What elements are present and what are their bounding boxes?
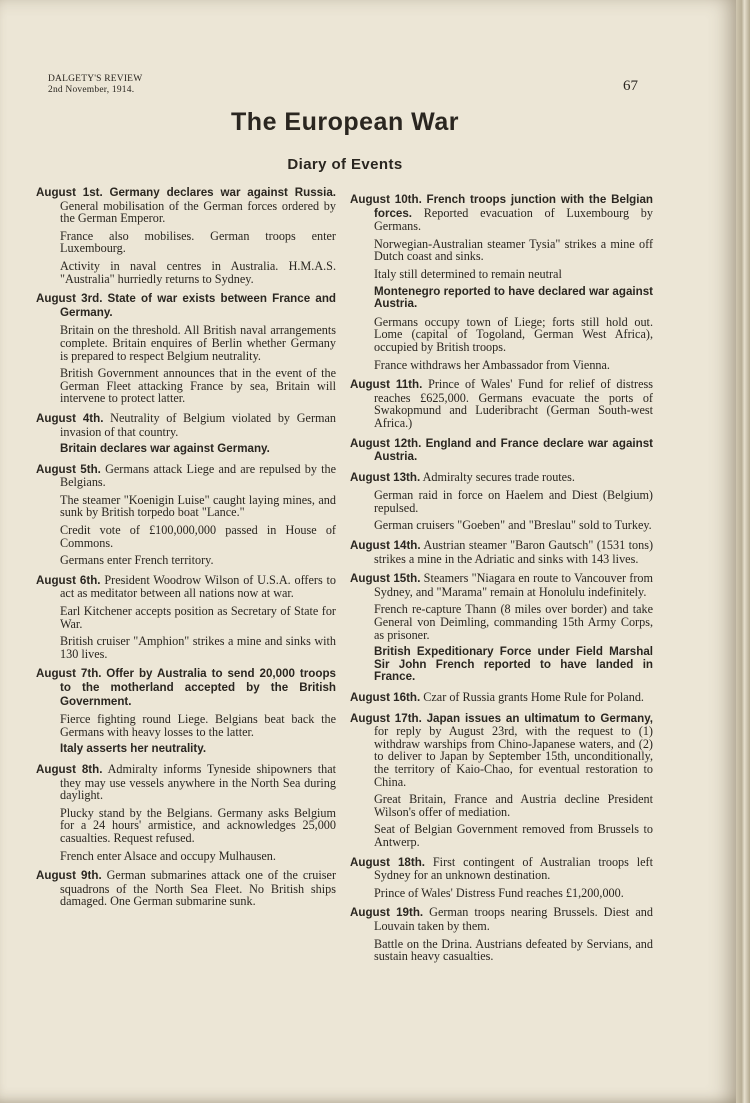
diary-entry <box>36 186 336 285</box>
entry-paragraph: Earl Kitchener accepts position as Secretary of State for War. <box>60 604 336 631</box>
entry-date: August 14th. <box>350 539 421 553</box>
diary-entry <box>350 437 653 464</box>
entry-headline: Japan issues an ultimatum to Germany, <box>426 711 653 725</box>
entry-paragraph: German cruisers "Goeben" and "Breslau" sold to Turkey. <box>374 518 652 533</box>
masthead-title: DALGETY'S REVIEW <box>48 74 143 84</box>
entry-lead <box>350 193 653 233</box>
entry-text: General mobilisation of the German forces ordered by the German Emperor. <box>60 198 336 226</box>
entry-text: First contingent of Australian troops left Sydney for an unknown destination. <box>374 854 653 883</box>
diary-entry <box>350 193 653 371</box>
page-subtitle: Diary of Events <box>287 156 403 173</box>
entry-lead <box>36 869 336 908</box>
masthead-date: 2nd November, 1914. <box>48 85 135 95</box>
entry-text: Prince of Wales' Fund for relief of distress reaches £625,000. Germans evacuate the ports of Swakopmund and Luderibracht (German South-west Africa.) <box>374 377 653 430</box>
left-column <box>36 186 336 915</box>
entry-headline: French troops junction with the Belgian forces. <box>374 193 653 220</box>
entry-bold-paragraph: Montenegro reported to have declared war against Austria. <box>374 284 653 311</box>
entry-paragraph: Activity in naval centres in Australia. H.M.A.S. "Australia" hurriedly returns to Sydney. <box>60 258 336 286</box>
entry-date: August 17th. <box>350 711 422 725</box>
entry-date: August 13th. <box>350 470 421 484</box>
entry-date: August 16th. <box>350 691 421 704</box>
entry-headline: Germany declares war against Russia. <box>109 186 336 199</box>
diary-entry <box>350 378 653 429</box>
diary-entry <box>350 539 653 565</box>
entry-bold-paragraph: Britain declares war against Germany. <box>60 442 270 456</box>
entry-date: August 15th. <box>350 572 421 586</box>
entry-lead <box>36 574 336 600</box>
page-edge <box>736 0 750 1103</box>
entry-text: German submarines attack one of the cruiser squadrons of the North Sea Fleet. No British ships damaged. One German submarine sunk. <box>60 868 336 909</box>
entry-date: August 4th. <box>36 411 104 425</box>
entry-paragraph: Credit vote of £100,000,000 passed in House of Commons. <box>60 523 336 550</box>
entry-paragraph: Norwegian-Australian steamer Tysia" strikes a mine off Dutch coast and sinks. <box>374 236 653 264</box>
entry-lead <box>350 378 653 429</box>
entry-date: August 10th. <box>350 193 422 206</box>
entry-paragraph: Italy still determined to remain neutral <box>374 266 562 281</box>
entry-date: August 18th. <box>350 855 426 869</box>
diary-entry <box>350 856 653 900</box>
entry-lead <box>36 412 336 438</box>
entry-paragraph: Fierce fighting round Liege. Belgians beat back the Germans with heavy losses to the latter. <box>60 712 336 739</box>
page-title: The European War <box>231 108 459 136</box>
entry-lead <box>350 691 653 705</box>
entry-date: August 1st. <box>36 186 103 199</box>
entry-text: Germans attack Liege and are repulsed by the Belgians. <box>60 461 337 490</box>
entry-text: Austrian steamer "Baron Gautsch" (1531 tons) strikes a mine in the Adriatic and sinks with 143 lives. <box>374 538 653 566</box>
entry-paragraph: Germans occupy town of Liege; forts still hold out. Lome (capital of Togoland, German West Africa), occupied by British troops. <box>374 314 653 354</box>
entry-lead <box>350 539 653 565</box>
entry-date: August 19th. <box>350 906 424 920</box>
entry-lead <box>36 463 336 489</box>
masthead <box>48 74 142 96</box>
entry-text: Neutrality of Belgium violated by German invasion of that country. <box>60 410 336 439</box>
entry-paragraph: British Government announces that in the event of the German Fleet attacking France by sea, Britain will intervene to protect latter. <box>60 366 336 406</box>
entry-lead <box>36 667 336 708</box>
diary-entry <box>36 574 336 661</box>
entry-date: August 9th. <box>36 869 102 883</box>
entry-lead <box>36 292 336 319</box>
entry-lead <box>36 763 336 802</box>
entry-paragraph: German raid in force on Haelem and Diest (Belgium) repulsed. <box>374 488 653 515</box>
entry-headline: State of war exists between France and Germany. <box>60 292 336 319</box>
entry-date: August 7th. <box>36 667 102 681</box>
entry-text: Admiralty informs Tyneside shipowners that they may use vessels anywhere in the North Sea during daylight. <box>60 761 337 803</box>
entry-text: German troops nearing Brussels. Diest and Louvain taken by them. <box>374 905 653 933</box>
entry-paragraph: Great Britain, France and Austria decline President Wilson's offer of mediation. <box>374 792 653 819</box>
entry-date: August 5th. <box>36 462 101 476</box>
entry-bold-paragraph: Italy asserts her neutrality. <box>60 742 207 756</box>
entry-lead <box>350 856 653 882</box>
entry-paragraph: France also mobilises. German troops enter Luxembourg. <box>60 228 336 256</box>
entry-lead <box>350 437 653 464</box>
diary-entry <box>36 763 336 862</box>
entry-lead <box>350 906 653 932</box>
entry-paragraph: British cruiser "Amphion" strikes a mine and sinks with 130 lives. <box>60 634 336 661</box>
entry-text: President Woodrow Wilson of U.S.A. offers to act as meditator between all nations now at war. <box>60 572 336 601</box>
entry-paragraph: The steamer "Koenigin Luise" caught laying mines, and sunk by British torpedo boat "Lance." <box>60 492 336 520</box>
diary-entry <box>350 691 653 705</box>
entry-date: August 6th. <box>36 573 101 587</box>
entry-paragraph: French enter Alsace and occupy Mulhausen. <box>60 848 276 863</box>
diary-entry <box>350 572 653 684</box>
entry-lead <box>350 712 653 789</box>
entry-bold-paragraph: British Expeditionary Force under Field Marshal Sir John French reported to have landed in France. <box>374 645 653 684</box>
entry-text: Reported evacuation of Luxembourg by Germans. <box>374 205 653 234</box>
entry-text: Admiralty secures trade routes. <box>422 469 575 484</box>
entry-paragraph: France withdraws her Ambassador from Vienna. <box>374 357 610 372</box>
entry-date: August 8th. <box>36 762 103 776</box>
entry-lead <box>350 572 653 598</box>
entry-date: August 12th. <box>350 436 422 450</box>
entry-lead <box>350 471 653 485</box>
entry-lead <box>36 186 336 225</box>
entry-date: August 11th. <box>350 378 423 392</box>
entry-text: Steamers "Niagara en route to Vancouver from Sydney, and "Marama" remain at Honolulu indefinitely. <box>374 571 653 599</box>
entry-paragraph: Seat of Belgian Government removed from Brussels to Antwerp. <box>374 822 653 849</box>
entry-text: for reply by August 23rd, with the request to (1) withdraw warships from Chino-Japanese waters, and (2) to deliver to Japan by September 15th, unconditionally, the territory of Kaio-Chao, for eventual restoration to China. <box>374 724 653 789</box>
diary-entry <box>36 869 336 908</box>
diary-entry <box>350 471 653 532</box>
entry-headline: Offer by Australia to send 20,000 troops to the motherland accepted by the British Government. <box>60 667 336 708</box>
entry-paragraph: Britain on the threshold. All British naval arrangements complete. Britain enquires of Berlin whether Germany is prepared to respect Belgium neutrality. <box>60 323 336 363</box>
diary-entry <box>36 412 336 456</box>
entry-text: Czar of Russia grants Home Rule for Poland. <box>423 690 644 704</box>
diary-entry <box>36 292 336 405</box>
entry-paragraph: Battle on the Drina. Austrians defeated by Servians, and sustain heavy casualties. <box>374 936 653 964</box>
entry-paragraph: Plucky stand by the Belgians. Germany asks Belgium for a 24 hours' armistice, and acknowledges 25,000 casualties. Request refused. <box>60 805 336 845</box>
right-column <box>350 193 653 970</box>
diary-entry <box>350 906 653 962</box>
diary-entry <box>350 712 653 849</box>
entry-paragraph: Germans enter French territory. <box>60 553 214 568</box>
diary-entry <box>36 463 336 567</box>
entry-headline: England and France declare war against Austria. <box>374 436 653 464</box>
entry-paragraph: French re-capture Thann (8 miles over border) and take General von Deimling, commanding 15th Army Corps, as prisoner. <box>374 602 653 642</box>
diary-entry <box>36 667 336 756</box>
entry-date: August 3rd. <box>36 292 103 306</box>
entry-paragraph: Prince of Wales' Distress Fund reaches £1,200,000. <box>374 885 624 900</box>
page-number: 67 <box>623 78 638 94</box>
